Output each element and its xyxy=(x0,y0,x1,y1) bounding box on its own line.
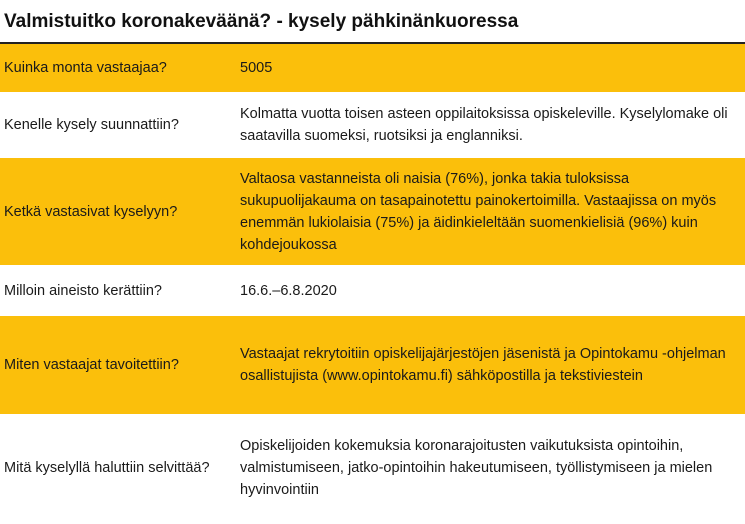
question-cell: Kuinka monta vastaajaa? xyxy=(4,60,167,76)
answer-cell: Opiskelijoiden kokemuksia koronarajoitusten vaikutuksista opintoihin, valmistumiseen, jatko-opintoihin hakeutumiseen, työllistymiseen ja mielen hyvinvointiin xyxy=(240,438,713,498)
answer-cell: Valtaosa vastanneista oli naisia (76%), jonka takia tuloksissa sukupuolijakauma on tasapainotettu painokertoimilla. Vastaajissa on myös enemmän lukiolaisia (75%) ja äidinkieleltään suomenkielisiä (96%) kuin kohdejoukossa xyxy=(240,170,717,253)
table-row-respondent-count xyxy=(0,44,745,93)
answer-cell: Kolmatta vuotta toisen asteen oppilaitoksissa opiskeleville. Kyselylomake oli saatavilla suomeksi, ruotsiksi ja englanniksi. xyxy=(240,106,728,144)
question-cell: Miten vastaajat tavoitettiin? xyxy=(4,357,179,373)
table-row-recruitment xyxy=(0,316,745,415)
question-cell: Ketkä vastasivat kyselyyn? xyxy=(4,203,178,220)
table-row-collection-period xyxy=(0,266,745,316)
question-cell: Milloin aineisto kerättiin? xyxy=(4,282,162,299)
page-title: Valmistuitko koronakeväänä? - kysely pähkinänkuoressa xyxy=(0,0,745,44)
question-cell: Kenelle kysely suunnattiin? xyxy=(4,117,179,133)
answer-cell: 5005 xyxy=(240,60,273,76)
table-row-respondents xyxy=(0,158,745,266)
question-cell: Mitä kyselyllä haluttiin selvittää? xyxy=(4,460,210,476)
table-row-target-group xyxy=(0,93,745,158)
answer-cell: Vastaajat rekrytoitiin opiskelijajärjestöjen jäsenistä ja Opintokamu -ohjelman osallistujista (www.opintokamu.fi) sähköpostilla ja tekstiviestein xyxy=(240,346,726,384)
answer-cell: 16.6.–6.8.2020 xyxy=(240,282,337,299)
table-row-survey-aim xyxy=(0,415,745,522)
